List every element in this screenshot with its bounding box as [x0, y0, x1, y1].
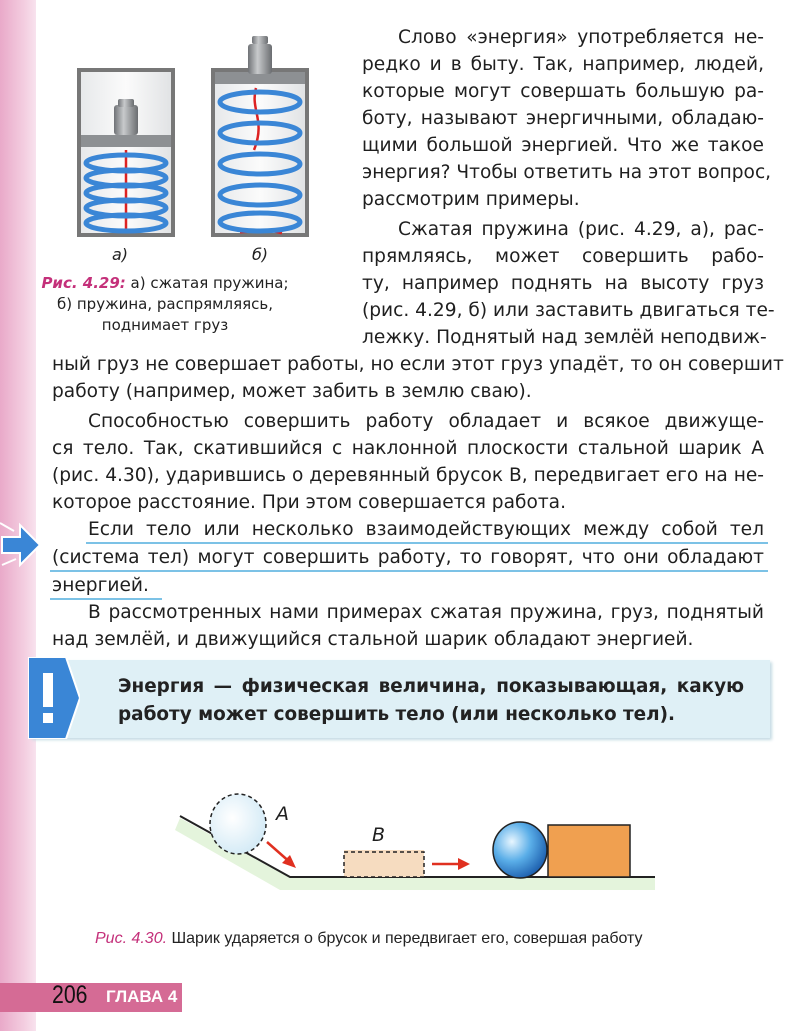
text-line: энергия? Чтобы ответить на этот вопрос,	[362, 162, 772, 183]
figure-label-b: б)	[251, 245, 269, 264]
released-spring-box	[213, 36, 307, 235]
caption-text: а) сжатая пружина;	[125, 274, 289, 292]
text-line: щими большой энергией. Что же такое	[362, 135, 764, 156]
ball-a	[493, 822, 547, 878]
caption-text: Шарик ударяется о брусок и передвигает его, совершая работу	[167, 930, 643, 947]
ball-a-initial	[210, 794, 266, 854]
text-line: прямляясь, может совершить рабо-	[362, 246, 764, 267]
page-number: 206	[52, 981, 88, 1009]
figure-label-a: а)	[111, 245, 129, 264]
compressed-spring-box	[79, 70, 173, 235]
label-a: A	[276, 803, 289, 825]
figure-4-30-ball-and-block	[170, 790, 670, 900]
text-line: В рассмотренных нами примерах сжатая пружина, груз, поднятый	[88, 602, 764, 623]
figure-4-29-caption-line3: поднимает груз	[101, 316, 229, 334]
definition-line: Энергия — физическая величина, показывающая, какую	[118, 676, 744, 697]
text-line: лежку. Поднятый над землёй неподвиж-	[362, 327, 767, 348]
text-line: Сжатая пружина (рис. 4.29, а), рас-	[398, 219, 764, 240]
text-line: редко и в быту. Так, например, людей,	[362, 54, 764, 75]
block-b-initial	[344, 852, 424, 877]
text-line: рассмотрим примеры.	[362, 189, 580, 210]
text-line: Слово «энергия» употребляется не-	[398, 27, 764, 48]
text-line: боту, называют энергичными, обладаю-	[362, 108, 764, 129]
text-line: Способностью совершить работу обладает и всякое движуще-	[88, 411, 764, 432]
figure-4-29-caption-line2: б) пружина, распрямляясь,	[57, 295, 273, 313]
text-line: которые могут совершать большую ра-	[362, 81, 764, 102]
exclamation-badge-icon	[28, 657, 80, 739]
arrow-marker-icon	[0, 515, 44, 575]
figure-4-29-caption-line1	[40, 273, 290, 294]
underlined-text-line: Если тело или несколько взаимодействующих между собой тел	[88, 519, 764, 540]
text-line: над землёй, и движущийся стальной шарик обладают энергией.	[52, 629, 694, 650]
figure-ref: Рис. 4.29:	[41, 274, 126, 292]
definition-line: работу может совершить тело (или несколько тел).	[118, 704, 676, 725]
text-line: которое расстояние. При этом совершается работа.	[52, 492, 566, 513]
label-b: B	[372, 824, 386, 846]
text-line: работу (например, может забить в землю сваю).	[52, 381, 532, 402]
text-line: ный груз не совершает работы, но если этот груз упадёт, то он совершит	[52, 354, 784, 375]
underlined-text-line: энергией.	[52, 575, 149, 596]
text-line: ту, например поднять на высоту груз	[362, 273, 764, 294]
text-line: (рис. 4.30), ударившись о деревянный брусок B, передвигает его на не-	[52, 465, 764, 486]
underlined-text-line: (система тел) могут совершить работу, то говорят, что они обладают	[52, 547, 764, 568]
text-line: (рис. 4.29, б) или заставить двигаться те-	[362, 300, 775, 321]
text-line: ся тело. Так, скатившийся с наклонной плоскости стальной шарик A	[52, 438, 764, 459]
figure-ref: Рис. 4.30.	[95, 930, 168, 947]
figure-4-30-caption	[95, 930, 643, 948]
figure-4-29-springs	[70, 30, 320, 245]
block-b	[548, 825, 630, 877]
chapter-label: ГЛАВА 4	[106, 987, 178, 1006]
